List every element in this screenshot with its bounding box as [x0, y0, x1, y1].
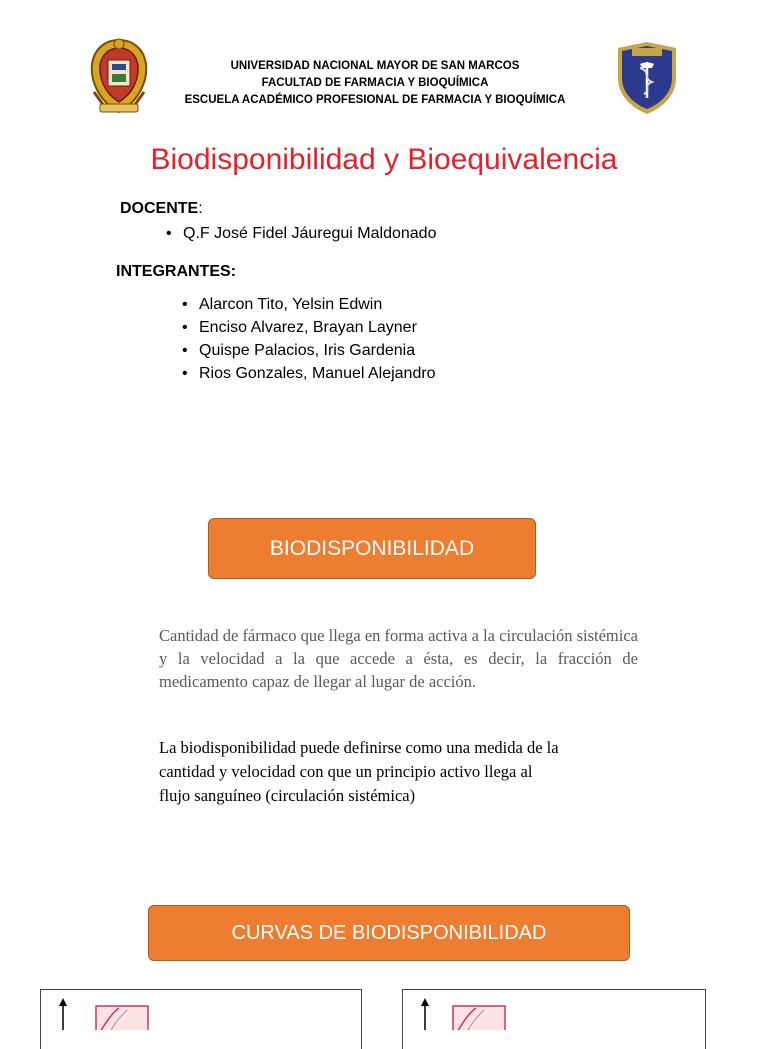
- curve-figure-right: [402, 989, 706, 1049]
- bullet-icon: •: [182, 296, 188, 313]
- member-name: Enciso Alvarez, Brayan Layner: [199, 319, 417, 336]
- member-name: Alarcon Tito, Yelsin Edwin: [199, 296, 383, 313]
- biodisponibilidad-heading-box: BIODISPONIBILIDAD: [208, 518, 536, 579]
- arrow-head-icon: [59, 998, 67, 1006]
- list-item: [182, 339, 436, 362]
- docente-heading: [120, 200, 203, 218]
- integrantes-heading: INTEGRANTES:: [116, 263, 236, 280]
- list-item: [182, 316, 436, 339]
- definition-paragraph: Cantidad de fármaco que llega en forma activa a la circulación sistémica y la velocidad a la que accede a ésta, es decir, la fracción de medicamento capaz de llegar al lugar de acción.: [159, 626, 638, 691]
- institution-header: [160, 58, 590, 109]
- measure-paragraph: [159, 736, 639, 808]
- pharmacy-shield-logo: [610, 38, 684, 116]
- faculty-name: FACULTAD DE FARMACIA Y BIOQUÍMICA: [261, 77, 489, 89]
- university-name: UNIVERSIDAD NACIONAL MAYOR DE SAN MARCOS: [230, 60, 520, 72]
- presentation-title: Biodisponibilidad y Bioequivalencia: [150, 143, 618, 176]
- docente-label: DOCENTE: [120, 200, 199, 217]
- docente-name: Q.F José Fidel Jáuregui Maldonado: [183, 225, 437, 242]
- school-name: ESCUELA ACADÉMICO PROFESIONAL DE FARMACIA Y BIOQUÍMICA: [184, 94, 566, 106]
- curvas-heading-box: CURVAS DE BIODISPONIBILIDAD: [148, 905, 630, 961]
- arrow-head-icon: [421, 998, 429, 1006]
- curve-figure-left: [40, 989, 362, 1049]
- list-item: [182, 362, 436, 385]
- integrantes-list: [182, 293, 436, 385]
- bullet-icon: •: [166, 225, 172, 242]
- measure-line: flujo sanguíneo (circulación sistémica): [159, 786, 416, 805]
- bullet-icon: •: [182, 342, 188, 359]
- docente-item: [166, 223, 436, 245]
- list-item: [182, 293, 436, 316]
- bullet-icon: •: [182, 319, 188, 336]
- measure-line: cantidad y velocidad con que un principio activo llega al: [159, 762, 533, 781]
- university-crest-logo: [86, 36, 152, 116]
- member-name: Quispe Palacios, Iris Gardenia: [199, 342, 416, 359]
- measure-line: La biodisponibilidad puede definirse como una medida de la: [159, 738, 559, 757]
- docente-colon: :: [198, 200, 203, 217]
- member-name: Rios Gonzales, Manuel Alejandro: [199, 365, 436, 382]
- bullet-icon: •: [182, 365, 188, 382]
